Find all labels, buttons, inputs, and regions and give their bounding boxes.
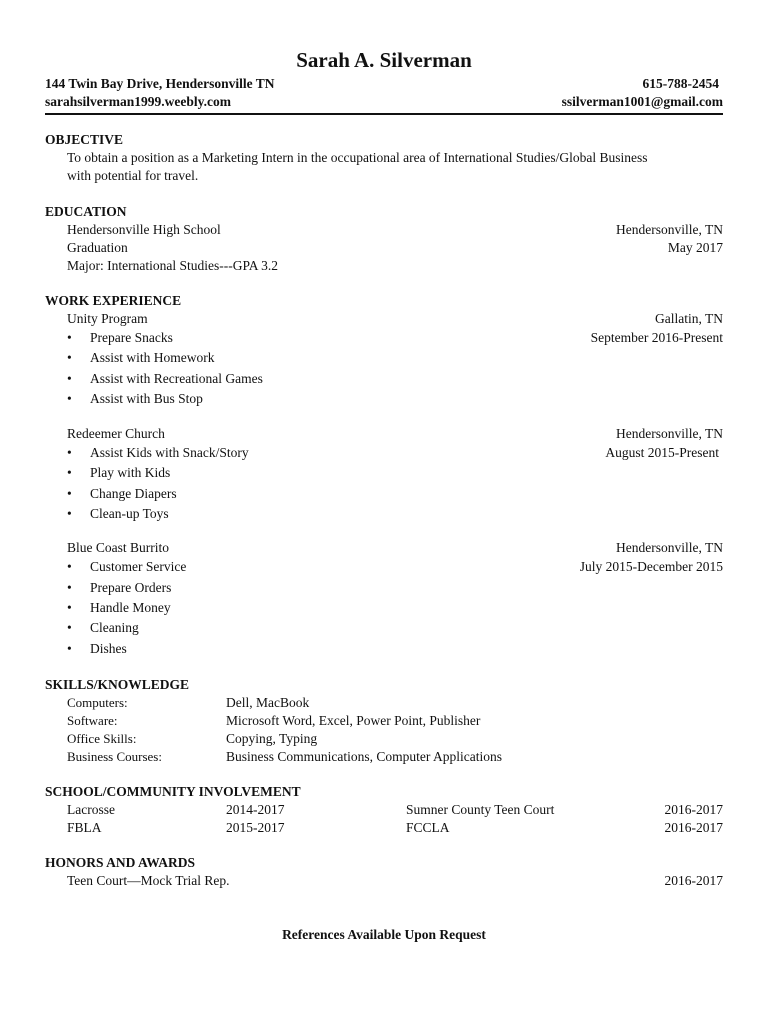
duty-item: • Prepare Snacks September 2016-Present bbox=[67, 328, 723, 348]
duty-item: • Assist with Recreational Games bbox=[67, 369, 723, 389]
phone: 615-788-2454 bbox=[642, 76, 719, 91]
education-grad-row bbox=[45, 239, 723, 257]
objective-line-2: with potential for travel. bbox=[67, 168, 199, 183]
job-dates: September 2016-Present bbox=[590, 330, 723, 345]
duty-item: • Assist Kids with Snack/Story August 2015-Present bbox=[67, 443, 723, 463]
job-entry bbox=[45, 310, 723, 409]
job-location: Gallatin, TN bbox=[655, 311, 723, 326]
community-title: SCHOOL/COMMUNITY INVOLVEMENT bbox=[45, 783, 301, 799]
bullet-icon: • bbox=[67, 599, 72, 615]
job-dates: August 2015-Present bbox=[605, 445, 719, 461]
graduation-date: May 2017 bbox=[667, 240, 723, 255]
objective-line-1: To obtain a position as a Marketing Intern in the occupational area of International Studies/Global Business bbox=[67, 150, 648, 165]
bullet-icon: • bbox=[67, 620, 72, 636]
graduation-label: Graduation bbox=[67, 240, 128, 255]
duty-item: • Prepare Orders bbox=[67, 578, 723, 598]
skill-value: Dell, MacBook bbox=[226, 694, 310, 710]
website: sarahsilverman1999.weebly.com bbox=[45, 94, 231, 109]
objective-section bbox=[45, 131, 723, 185]
duty-item: • Clean-up Toys bbox=[67, 504, 723, 524]
resume-name: Sarah A. Silverman bbox=[296, 48, 472, 72]
duty-item: • Customer Service July 2015-December 2015 bbox=[67, 557, 723, 577]
references-note: References Available Upon Request bbox=[282, 926, 486, 942]
bullet-icon: • bbox=[67, 445, 72, 461]
bullet-icon: • bbox=[67, 390, 72, 406]
header-divider bbox=[45, 113, 723, 115]
skill-label: Software: bbox=[67, 712, 118, 728]
activity-years: 2015-2017 bbox=[226, 819, 285, 835]
education-title: EDUCATION bbox=[45, 204, 127, 219]
job-header bbox=[45, 310, 723, 328]
activity-name: FBLA bbox=[67, 819, 102, 835]
job-location: Hendersonville, TN bbox=[616, 426, 723, 442]
honor-name: Teen Court—Mock Trial Rep. bbox=[67, 872, 230, 888]
bullet-icon: • bbox=[67, 579, 72, 595]
skills-section bbox=[45, 676, 723, 766]
honor-years: 2016-2017 bbox=[664, 872, 723, 888]
community-section bbox=[45, 783, 723, 837]
activity-years: 2016-2017 bbox=[664, 801, 723, 817]
job-header bbox=[45, 425, 723, 443]
job-duties bbox=[45, 557, 723, 658]
duty-item: • Play with Kids bbox=[67, 463, 723, 483]
education-major: Major: International Studies---GPA 3.2 bbox=[67, 258, 278, 273]
skill-value: Copying, Typing bbox=[226, 730, 318, 746]
job-entry bbox=[45, 425, 723, 524]
resume-page bbox=[45, 48, 723, 944]
activity-years: 2014-2017 bbox=[226, 801, 285, 817]
job-employer: Redeemer Church bbox=[67, 426, 165, 442]
community-table bbox=[45, 801, 723, 837]
job-duties bbox=[45, 328, 723, 409]
bullet-icon: • bbox=[67, 370, 72, 386]
skills-title: SKILLS/KNOWLEDGE bbox=[45, 676, 190, 692]
objective-title: OBJECTIVE bbox=[45, 132, 124, 147]
skills-table bbox=[45, 694, 723, 766]
contact-row-1 bbox=[45, 75, 723, 93]
job-duties bbox=[45, 443, 723, 524]
address: 144 Twin Bay Drive, Hendersonville TN bbox=[45, 76, 275, 91]
honors-section bbox=[45, 854, 723, 890]
school-location: Hendersonville, TN bbox=[616, 222, 723, 237]
email: ssilverman1001@gmail.com bbox=[561, 94, 723, 109]
duty-item: • Assist with Homework bbox=[67, 348, 723, 368]
activity-name: Sumner County Teen Court bbox=[406, 801, 555, 817]
job-entry bbox=[45, 539, 723, 658]
skill-label: Computers: bbox=[67, 694, 128, 710]
duty-item: • Cleaning bbox=[67, 618, 723, 638]
skill-value: Business Communications, Computer Applications bbox=[226, 748, 502, 764]
duty-item: • Change Diapers bbox=[67, 484, 723, 504]
bullet-icon: • bbox=[67, 330, 72, 345]
job-location: Hendersonville, TN bbox=[616, 540, 723, 556]
bullet-icon: • bbox=[67, 465, 72, 481]
bullet-icon: • bbox=[67, 559, 72, 575]
education-section bbox=[45, 203, 723, 275]
honors-title: HONORS AND AWARDS bbox=[45, 854, 196, 870]
skill-label: Office Skills: bbox=[67, 730, 137, 746]
job-employer: Unity Program bbox=[67, 311, 148, 326]
work-title: WORK EXPERIENCE bbox=[45, 293, 182, 308]
job-dates: July 2015-December 2015 bbox=[579, 559, 723, 575]
bullet-icon: • bbox=[67, 506, 72, 522]
contact-row-2 bbox=[45, 93, 723, 111]
bullet-icon: • bbox=[67, 485, 72, 501]
job-header bbox=[45, 539, 723, 557]
school-name: Hendersonville High School bbox=[67, 222, 221, 237]
activity-years: 2016-2017 bbox=[664, 819, 723, 835]
work-section bbox=[45, 292, 723, 659]
honor-row bbox=[45, 872, 723, 890]
education-school-row bbox=[45, 221, 723, 239]
bullet-icon: • bbox=[67, 350, 72, 366]
skill-label: Business Courses: bbox=[67, 748, 162, 764]
duty-item: • Handle Money bbox=[67, 598, 723, 618]
skill-value: Microsoft Word, Excel, Power Point, Publisher bbox=[226, 712, 481, 728]
duty-item: • Assist with Bus Stop bbox=[67, 389, 723, 409]
duty-item: • Dishes bbox=[67, 639, 723, 659]
bullet-icon: • bbox=[67, 640, 72, 656]
activity-name: FCCLA bbox=[406, 819, 450, 835]
job-employer: Blue Coast Burrito bbox=[67, 540, 169, 556]
activity-name: Lacrosse bbox=[67, 801, 115, 817]
